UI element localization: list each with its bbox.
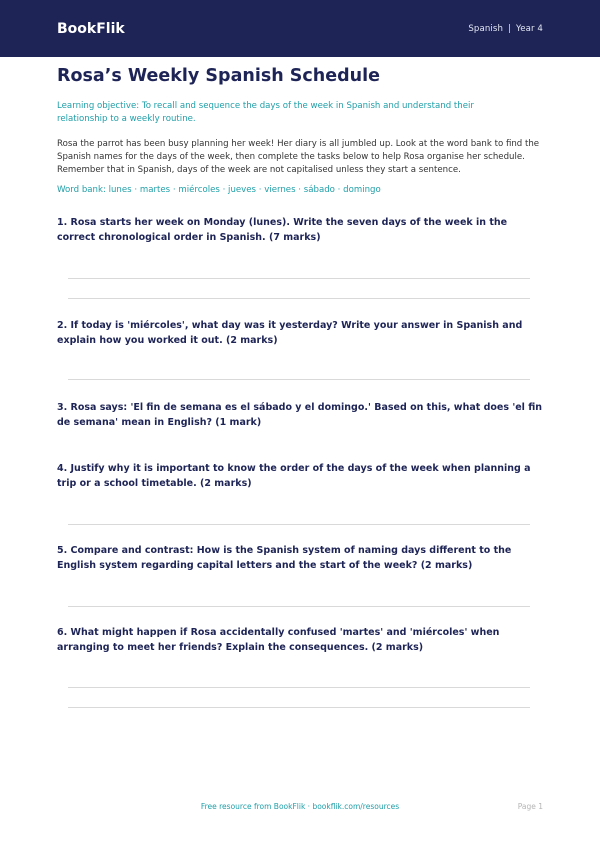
footer-link[interactable]: Free resource from BookFlik · bookflik.com/resources [200, 802, 400, 811]
word-bank: Word bank: lunes · martes · miércoles · jueves · viernes · sábado · domingo [57, 185, 381, 195]
question-2: 2. If today is 'miércoles', what day was it yesterday? Write your answer in Spanish and explain how you worked it out. (2 marks) [57, 320, 523, 346]
year-label: Year 4 [516, 23, 543, 34]
subject-year-label [468, 24, 543, 34]
brand-logo[interactable]: BookFlik [57, 20, 125, 37]
learning-objective: Learning objective: To recall and sequence the days of the week in Spanish and understand their relationship to a weekly routine. [57, 101, 474, 124]
header-bar [0, 0, 600, 57]
answer-line[interactable] [68, 278, 530, 279]
separator: | [508, 23, 511, 34]
answer-line[interactable] [68, 707, 530, 708]
answer-line[interactable] [68, 687, 530, 688]
question-5: 5. Compare and contrast: How is the Spanish system of naming days different to the English system regarding capital letters and the start of the week? (2 marks) [57, 545, 512, 571]
question-4: 4. Justify why it is important to know the order of the days of the week when planning a trip or a school timetable. (2 marks) [57, 463, 531, 489]
question-1: 1. Rosa starts her week on Monday (lunes). Write the seven days of the week in the correct chronological order in Spanish. (7 marks) [57, 217, 508, 243]
intro-text: Rosa the parrot has been busy planning her week! Her diary is all jumbled up. Look at the word bank to find the Spanish names for the days of the week, then complete the tasks below to help Rosa organise her schedule. Remember that in Spanish, days of the week are not capitalised unless they start a sentence. [57, 139, 540, 175]
subject-label: Spanish [468, 23, 503, 34]
answer-line[interactable] [68, 606, 530, 607]
answer-line[interactable] [68, 298, 530, 299]
answer-line[interactable] [68, 379, 530, 380]
page-number: Page 1 [517, 802, 543, 811]
answer-line[interactable] [68, 524, 530, 525]
question-3: 3. Rosa says: 'El fin de semana es el sábado y el domingo.' Based on this, what does 'el fin de semana' mean in English? (1 mark) [57, 402, 543, 428]
page-title: Rosa’s Weekly Spanish Schedule [57, 66, 380, 86]
question-6: 6. What might happen if Rosa accidentally confused 'martes' and 'miércoles' when arranging to meet her friends? Explain the consequences. (2 marks) [57, 627, 500, 653]
